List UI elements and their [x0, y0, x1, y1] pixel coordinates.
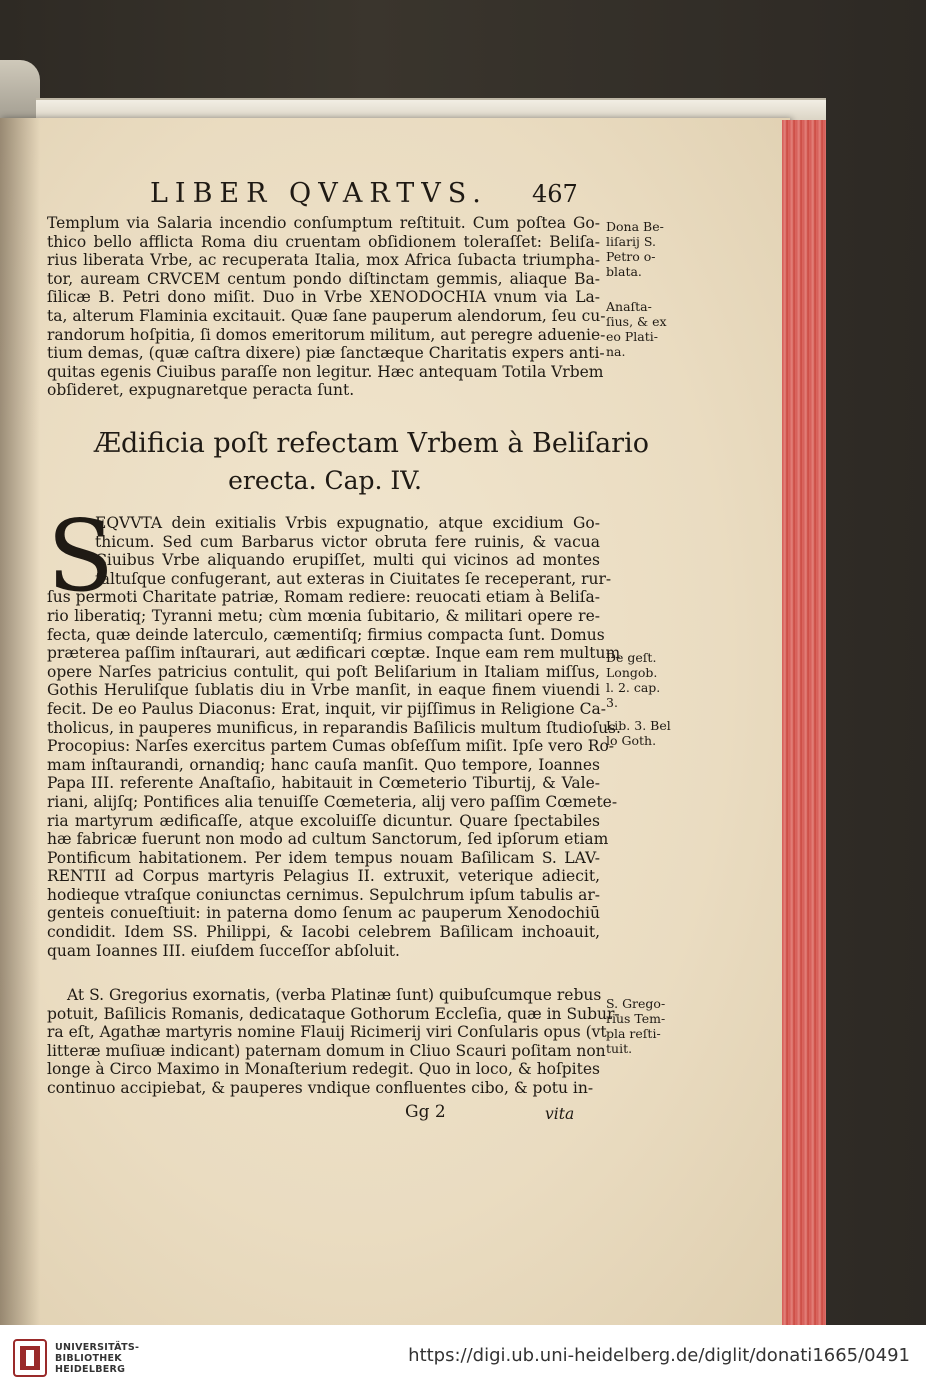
- text-line: litteræ muſiuæ indicant) paternam domum in Cliuo Scauri poſitam non: [47, 1041, 606, 1060]
- text-line: randorum hoſpitia, ſi domos emeritorum militum, aut peregre aduenie-: [47, 325, 606, 344]
- text-line: tium demas, (quæ caſtra dixere) piæ ſanctæque Charitatis expers anti-: [47, 344, 605, 363]
- text-line: ta, alterum Flaminia excitauit. Quæ ſane pauperum alendorum, ſeu cu-: [47, 306, 606, 325]
- text-line: rius liberata Vrbe, ac recuperata Italia, mox Africa ſubacta triumpha-: [47, 251, 600, 270]
- margin-note-line: De geſt.: [606, 650, 657, 665]
- text-line: præterea paſſim inſtaurari, aut ædificari cœptæ. Inque eam rem multum: [47, 644, 621, 663]
- text-line: Ciuibus Vrbe aliquando erupiſſet, multi qui vicinos ad montes: [95, 551, 600, 570]
- text-line: ſilicæ B. Petri dono miſit. Duo in Vrbe XENODOCHIA vnum via La-: [47, 288, 600, 307]
- viewer-footer: [0, 1325, 926, 1393]
- text-line: ra eſt, Agathæ martyris nomine Flauij Ricimerij viri Conſularis opus (vt: [47, 1023, 607, 1042]
- margin-note-line: lo Goth.: [606, 733, 657, 748]
- text-line: longe à Circo Maximo in Monaſterium redegit. Quo in loco, & hoſpites: [47, 1060, 600, 1079]
- margin-note-line: ſius, & ex: [606, 314, 667, 329]
- text-line: tholicus, in pauperes munificus, in reparandis Baſilicis multum ſtudioſus.: [47, 718, 621, 737]
- margin-note-line: blata.: [606, 264, 642, 279]
- text-line: continuo accipiebat, & pauperes vndique confluentes cibo, & potu in-: [47, 1078, 594, 1097]
- text-line: quam Ioannes III. eiuſdem ſucceſſor abſoluit.: [47, 941, 400, 960]
- margin-note-line: eo Plati-: [606, 329, 659, 344]
- red-page-edges: [782, 120, 826, 1325]
- text-line: ſaltuſque confugerant, aut exteras in Ciuitates ſe receperant, rur-: [95, 569, 612, 588]
- text-line: At S. Gregorius exornatis, (verba Platinæ ſunt) quibuſcumque rebus: [67, 986, 602, 1004]
- text-line: fecta, quæ deinde laterculo, cæmentiſq; firmius compacta ſunt. Domus: [47, 625, 605, 644]
- text-line: ſus permoti Charitate patriæ, Romam rediere: reuocati etiam à Beliſa-: [47, 588, 600, 607]
- text-line: thicum. Sed cum Barbarus victor obruta fere ruinis, & vacua: [95, 532, 600, 551]
- running-title: LIBER QVARTVS.: [150, 178, 488, 209]
- text-line: Pontificum habitationem. Per idem tempus nouam Baſilicam S. LAV-: [47, 848, 600, 867]
- text-line: hodieque vtraſque coniunctas cernimus. Sepulchrum ipſum tabulis ar-: [47, 885, 600, 904]
- margin-note-line: S. Grego-: [606, 996, 666, 1011]
- text-line: Templum via Salaria incendio conſumptum reſtituit. Cum poſtea Go-: [47, 214, 600, 232]
- margin-note-line: tuit.: [606, 1041, 633, 1056]
- drop-capital: S: [47, 500, 115, 614]
- text-line: fecit. De eo Paulus Diaconus: Erat, inquit, vir pijſſimus in Religione Ca-: [47, 699, 606, 718]
- text-line: Gothis Heruliſque ſublatis diu in Vrbe manſit, in eaque finem viuendi: [47, 681, 600, 700]
- text-line: thico bello afflicta Roma diu cruentam obſidionem toleraſſet: Beliſa-: [47, 232, 600, 251]
- signature-mark: Gg 2: [405, 1102, 446, 1122]
- text-line: Papa III. referente Anaſtaſio, habitauit in Cœmeterio Tiburtij, & Vale-: [47, 774, 600, 793]
- margin-note: [606, 219, 676, 279]
- margin-note-line: Lib. 3. Bel: [606, 718, 671, 733]
- text-line: riani, alijſq; Pontifices alia tenuiſſe Cœmeteria, alij vero paſſim Cœmete-: [47, 792, 618, 811]
- spine-shadow: [0, 118, 40, 1325]
- margin-note: [606, 718, 676, 748]
- text-line: Procopius: Narſes exercitus partem Cumas obſeſſum miſit. Ipſe vero Ro-: [47, 737, 615, 756]
- margin-note: [606, 996, 676, 1056]
- text-line: mam inſtaurandi, ornandiq; hanc cauſa manſit. Quo tempore, Ioannes: [47, 755, 600, 774]
- library-logo[interactable]: [55, 1342, 139, 1375]
- text-line: opere Narſes patricius contulit, qui poſt Beliſarium in Italiam miſſus,: [47, 662, 600, 681]
- catchword: vita: [545, 1105, 575, 1123]
- text-line: rio liberatiq; Tyranni metu; cùm mœnia ſubitario, & militari opere re-: [47, 606, 600, 625]
- margin-note-line: Petro o-: [606, 249, 656, 264]
- permalink-url[interactable]: https://digi.ub.uni-heidelberg.de/diglit/donati1665/0491: [408, 1345, 910, 1366]
- paragraph-2: [47, 500, 621, 960]
- text-line: quitas egenis Ciuibus paraſſe non legitur. Hæc antequam Totila Vrbem: [47, 362, 604, 381]
- margin-note-line: Longob.: [606, 665, 658, 680]
- text-line: EQVVTA dein exitialis Vrbis expugnatio, atque excidium Go-: [95, 514, 600, 532]
- page-number: 467: [532, 180, 578, 208]
- paragraph-1: [47, 214, 606, 400]
- margin-note-line: pla reſti-: [606, 1026, 661, 1041]
- chapter-heading-line2: erecta. Cap. IV.: [228, 466, 422, 495]
- text-line: condidit. Idem SS. Philippi, & Iacobi celebrem Baſilicam inchoauit,: [47, 923, 600, 942]
- margin-note-line: Anaſta-: [606, 299, 652, 314]
- text-line: hæ fabricæ fuerunt non modo ad cultum Sanctorum, ſed ipſorum etiam: [47, 830, 609, 849]
- text-line: RENTII ad Corpus martyris Pelagius II. extruxit, veterique adiecit,: [47, 867, 600, 886]
- margin-note-line: liſarij S.: [606, 234, 656, 249]
- margin-note-line: rius Tem-: [606, 1011, 666, 1026]
- margin-note-line: l. 2. cap. 3.: [606, 680, 661, 710]
- university-seal-icon: [12, 1338, 48, 1378]
- logo-line: BIBLIOTHEK: [55, 1353, 122, 1364]
- margin-note: [606, 650, 676, 710]
- text-line: genteis conueſtiuit: in paterna domo ſenum ac pauperum Xenodochiū: [47, 904, 600, 923]
- text-line: tor, auream CRVCEM centum pondo diſtinctam gemmis, aliaque Ba-: [47, 269, 600, 288]
- logo-line: UNIVERSITÄTS-: [55, 1342, 140, 1353]
- chapter-heading: Ædificia poſt refectam Vrbem à Beliſario: [94, 428, 649, 459]
- text-line: potuit, Baſilicis Romanis, dedicataque Gothorum Eccleſia, quæ in Subur-: [47, 1004, 620, 1023]
- margin-note: [606, 299, 676, 359]
- margin-note-line: na.: [606, 344, 626, 359]
- text-line: ria martyrum ædificaſſe, atque excoluiſſe dicuntur. Quare ſpectabiles: [47, 811, 600, 830]
- margin-note-line: Dona Be-: [606, 219, 664, 234]
- logo-line: HEIDELBERG: [55, 1364, 126, 1375]
- paragraph-3: [47, 986, 620, 1098]
- text-line: obſideret, expugnaretque peracta ſunt.: [47, 381, 355, 400]
